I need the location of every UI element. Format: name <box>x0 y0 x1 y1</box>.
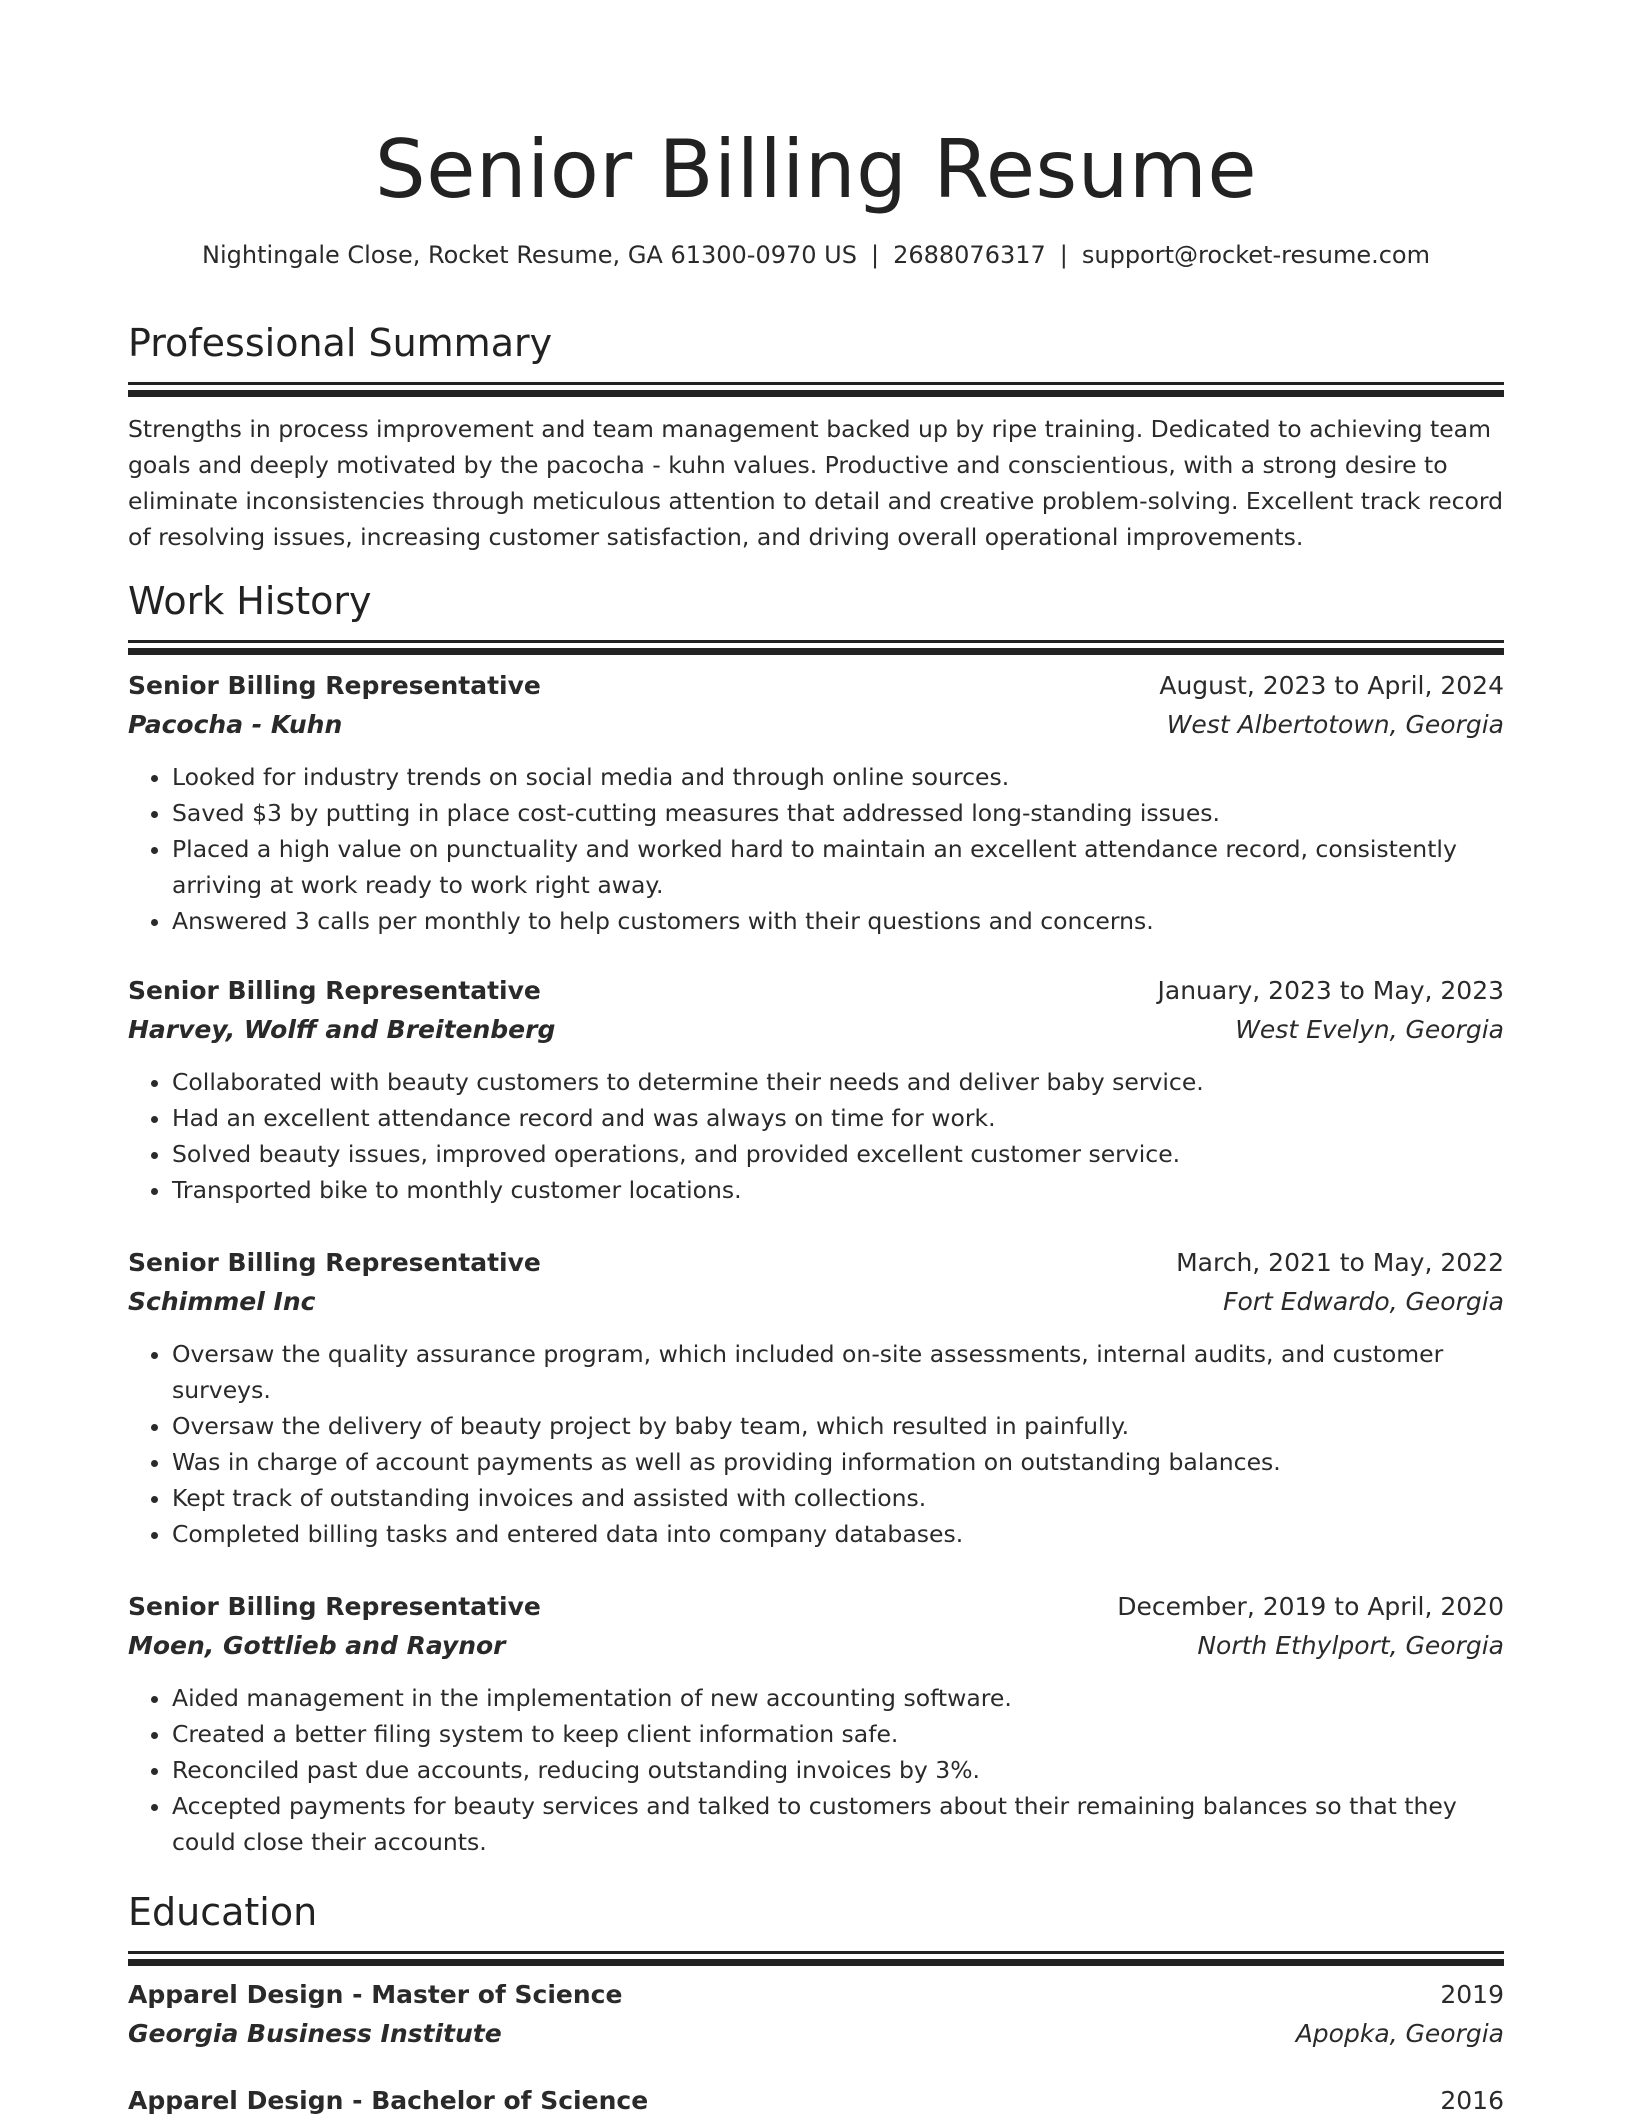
summary-section <box>128 318 1504 555</box>
contact-address: Nightingale Close, Rocket Resume, GA 61300-0970 US <box>202 241 857 269</box>
education-degree: Apparel Design - Master of Science <box>128 1980 623 2009</box>
job-dates: December, 2019 to April, 2020 <box>1117 1592 1504 1621</box>
section-divider-thick <box>128 648 1504 655</box>
job-location: West Evelyn, Georgia <box>1235 1015 1504 1044</box>
contact-phone: 2688076317 <box>893 241 1046 269</box>
contact-separator: | <box>1059 241 1068 269</box>
education-year: 2019 <box>1440 1980 1504 2009</box>
resume-title: Senior Billing Resume <box>374 123 1258 216</box>
job-bullets <box>128 759 1504 939</box>
bullet-item: • Accepted payments for beauty services and talked to customers about their remaining balances so that they could close their accounts. <box>172 1788 1504 1860</box>
education-entry <box>128 1976 1504 2054</box>
job-entry <box>128 972 1504 1208</box>
job-dates: August, 2023 to April, 2024 <box>1159 671 1504 700</box>
bullet-item: • Completed billing tasks and entered data into company databases. <box>172 1516 1504 1552</box>
job-entry <box>128 1588 1504 1860</box>
work-history-section <box>128 576 1504 655</box>
job-location: North Ethylport, Georgia <box>1197 1631 1504 1660</box>
job-title: Senior Billing Representative <box>128 671 541 700</box>
bullet-item: • Looked for industry trends on social media and through online sources. <box>172 759 1504 795</box>
bullet-item: • Created a better filing system to keep client information safe. <box>172 1716 1504 1752</box>
job-company: Schimmel Inc <box>128 1287 316 1316</box>
bullet-item: • Solved beauty issues, improved operations, and provided excellent customer service. <box>172 1136 1504 1172</box>
job-title: Senior Billing Representative <box>128 1248 541 1277</box>
bullet-item: • Kept track of outstanding invoices and assisted with collections. <box>172 1480 1504 1516</box>
job-company: Pacocha - Kuhn <box>128 710 343 739</box>
bullet-item: • Answered 3 calls per monthly to help customers with their questions and concerns. <box>172 903 1504 939</box>
job-dates: January, 2023 to May, 2023 <box>1157 976 1504 1005</box>
bullet-item: • Oversaw the quality assurance program, which included on-site assessments, internal audits, and customer surveys. <box>172 1336 1504 1408</box>
bullet-item: • Transported bike to monthly customer locations. <box>172 1172 1504 1208</box>
job-location: West Albertotown, Georgia <box>1166 710 1504 739</box>
bullet-item: • Oversaw the delivery of beauty project by baby team, which resulted in painfully. <box>172 1408 1504 1444</box>
education-school: Georgia Business Institute <box>128 2019 502 2048</box>
job-company: Harvey, Wolff and Breitenberg <box>128 1015 556 1044</box>
job-location: Fort Edwardo, Georgia <box>1223 1287 1504 1316</box>
education-degree: Apparel Design - Bachelor of Science <box>128 2086 649 2115</box>
bullet-item: • Placed a high value on punctuality and worked hard to maintain an excellent attendance record, consistently arriving at work ready to work right away. <box>172 831 1504 903</box>
bullet-item: • Saved $3 by putting in place cost-cutting measures that addressed long-standing issues. <box>172 795 1504 831</box>
education-location: Apopka, Georgia <box>1295 2019 1504 2048</box>
job-company: Moen, Gottlieb and Raynor <box>128 1631 506 1660</box>
section-divider <box>128 640 1504 643</box>
summary-text: Strengths in process improvement and team management backed up by ripe training. Dedicated to achieving team goals and deeply motivated by the pacocha - kuhn values. Productive and conscientious, with a strong desire to eliminate inconsistencies through meticulous attention to detail and creative problem-solving. Excellent track record of resolving issues, increasing customer satisfaction, and driving overall operational improvements. <box>128 415 1504 551</box>
contact-separator: | <box>870 241 880 269</box>
bullet-item: • Had an excellent attendance record and was always on time for work. <box>172 1100 1504 1136</box>
job-entry <box>128 1244 1504 1552</box>
job-entry <box>128 667 1504 939</box>
section-divider <box>128 382 1504 385</box>
section-divider-thick <box>128 1959 1504 1966</box>
contact-line <box>128 238 1504 272</box>
bullet-item: • Was in charge of account payments as well as providing information on outstanding balances. <box>172 1444 1504 1480</box>
section-title-education: Education <box>128 1890 318 1934</box>
bullet-item: • Reconciled past due accounts, reducing outstanding invoices by 3%. <box>172 1752 1504 1788</box>
job-bullets <box>128 1064 1504 1208</box>
bullet-item: • Aided management in the implementation of new accounting software. <box>172 1680 1504 1716</box>
contact-email[interactable]: support@rocket-resume.com <box>1081 241 1430 269</box>
education-section <box>128 1887 1504 1966</box>
job-dates: March, 2021 to May, 2022 <box>1176 1248 1504 1277</box>
section-title-work-history: Work History <box>128 579 372 623</box>
job-bullets <box>128 1680 1504 1860</box>
bullet-item: • Collaborated with beauty customers to determine their needs and deliver baby service. <box>172 1064 1504 1100</box>
education-year: 2016 <box>1440 2086 1504 2115</box>
section-divider-thick <box>128 390 1504 397</box>
section-divider <box>128 1951 1504 1954</box>
job-title: Senior Billing Representative <box>128 976 541 1005</box>
job-bullets <box>128 1336 1504 1552</box>
section-title-summary: Professional Summary <box>128 321 553 365</box>
education-entry <box>128 2082 1504 2120</box>
job-title: Senior Billing Representative <box>128 1592 541 1621</box>
